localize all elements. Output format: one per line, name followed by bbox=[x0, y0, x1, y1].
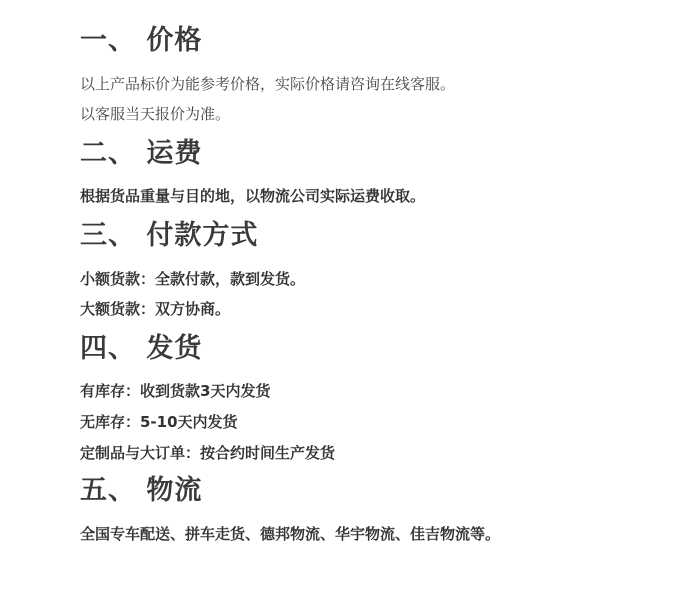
section-heading-payment-method: 三、 付款方式 bbox=[80, 220, 259, 251]
logistics-line-1: 全国专车配送、拼车走货、德邦物流、华宇物流、佳吉物流等。 bbox=[80, 525, 501, 543]
section-heading-delivery: 四、 发货 bbox=[80, 333, 203, 364]
delivery-line-3: 定制品与大订单：按合约时间生产发货 bbox=[80, 444, 336, 462]
price-line-2: 以客服当天报价为准。 bbox=[80, 105, 231, 123]
section-heading-shipping-fee: 二、 运费 bbox=[80, 138, 203, 169]
shipping-fee-line-1: 根据货品重量与目的地，以物流公司实际运费收取。 bbox=[80, 187, 426, 205]
section-heading-logistics: 五、 物流 bbox=[80, 475, 203, 506]
payment-line-2: 大额货款：双方协商。 bbox=[80, 300, 231, 318]
delivery-line-2: 无库存：5-10天内发货 bbox=[80, 413, 238, 431]
price-line-1: 以上产品标价为能参考价格，实际价格请咨询在线客服。 bbox=[80, 75, 456, 93]
section-heading-price: 一、 价格 bbox=[80, 25, 203, 56]
payment-line-1: 小额货款：全款付款，款到发货。 bbox=[80, 270, 306, 288]
delivery-line-1: 有库存：收到货款3天内发货 bbox=[80, 382, 271, 400]
